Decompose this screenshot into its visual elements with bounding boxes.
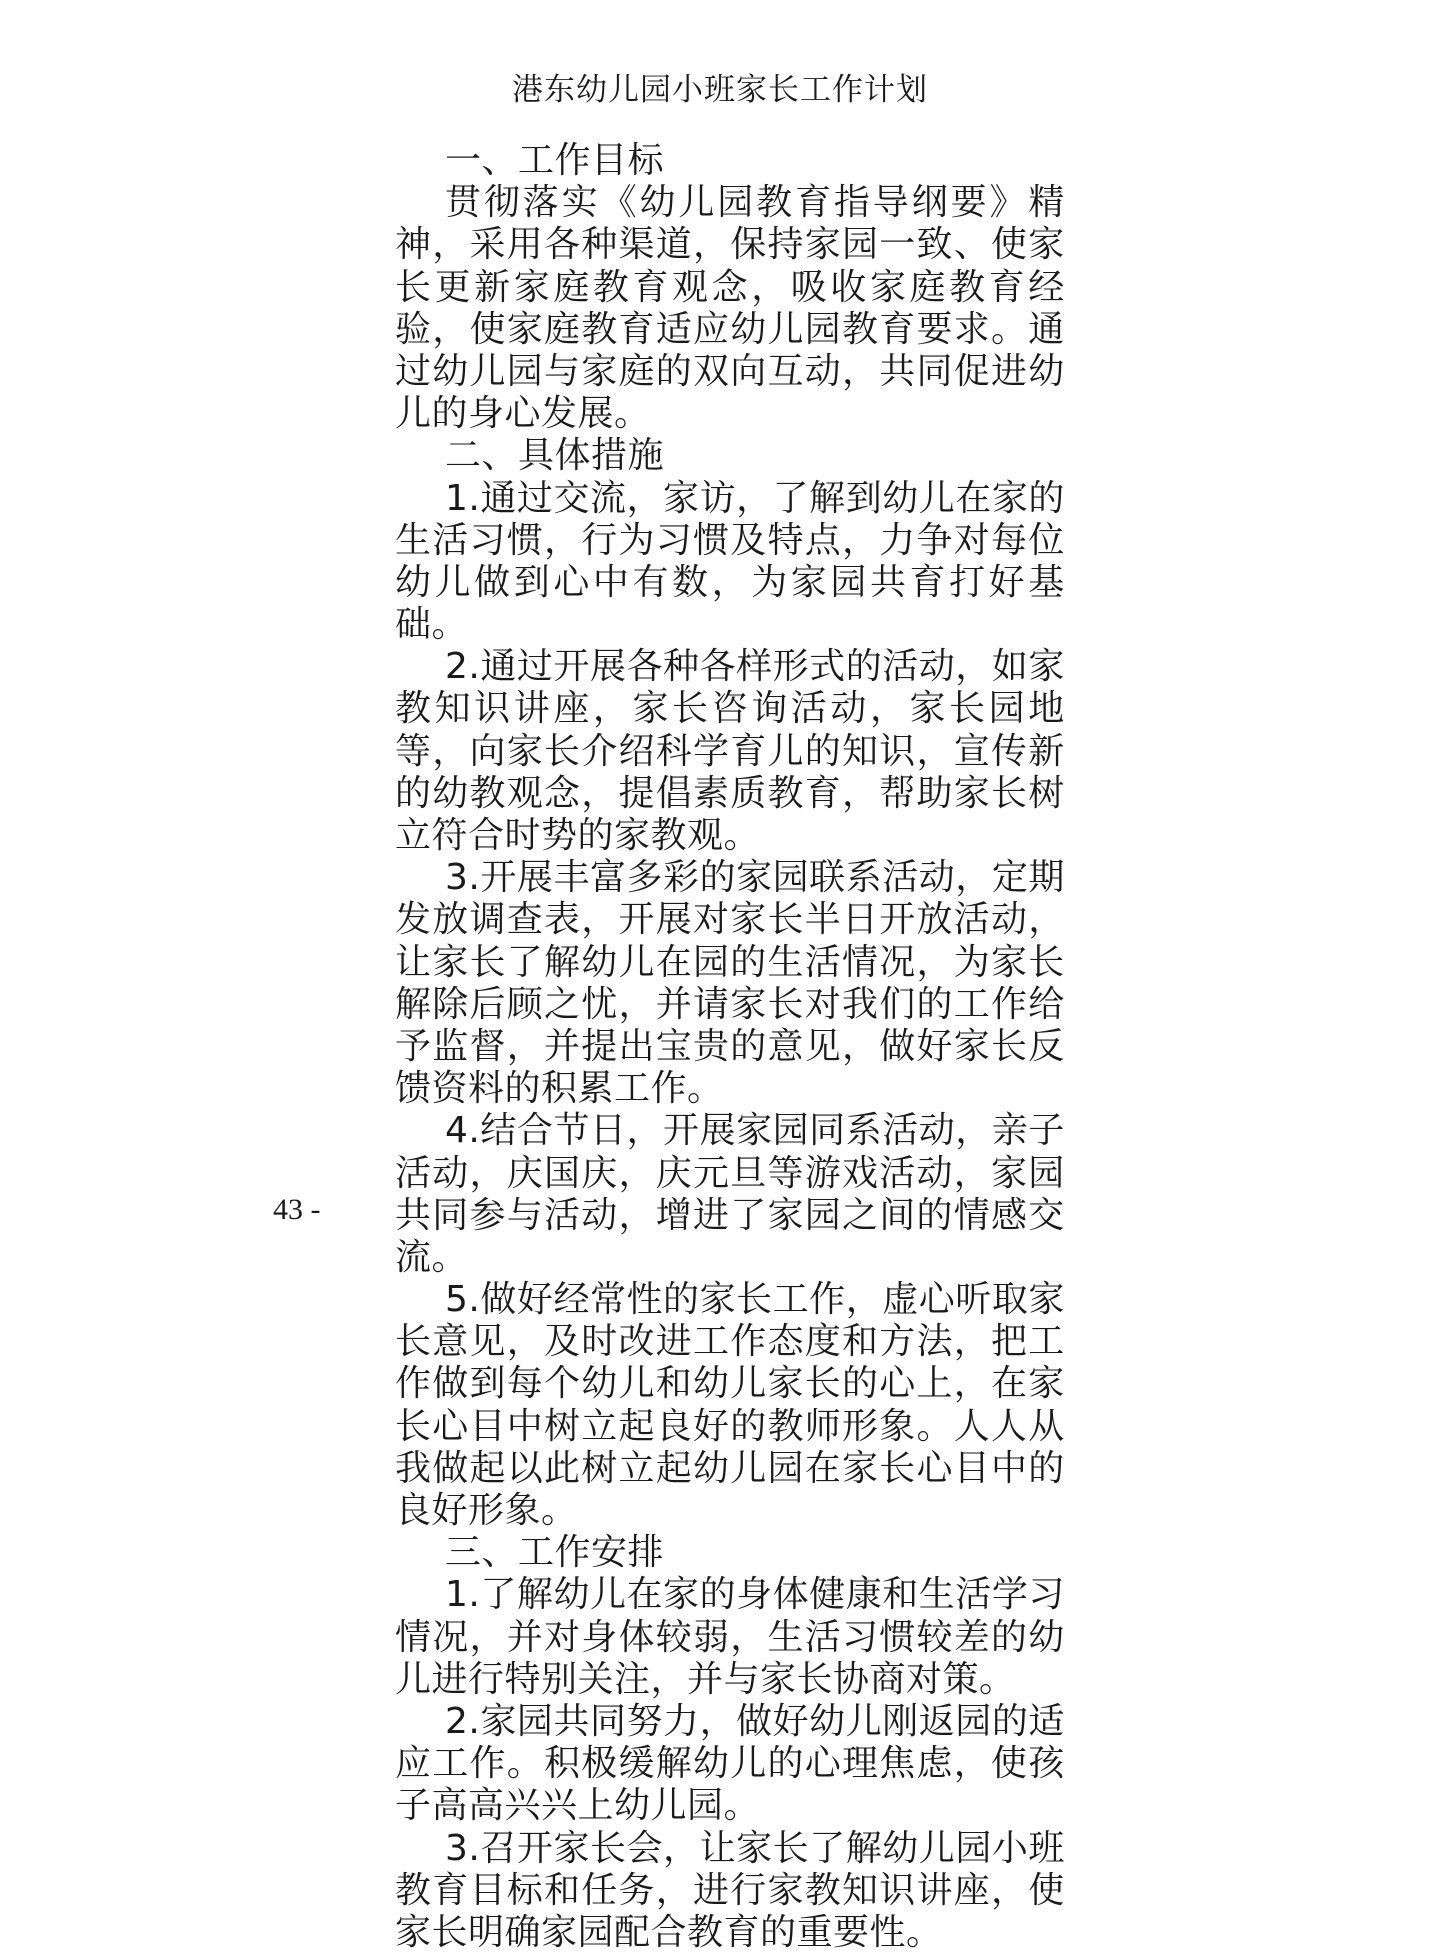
section-heading: 三、工作安排 bbox=[445, 1532, 665, 1574]
list-item-line: 共 同 参 与 活 动 ， 增 进 了 家 园 之 间 的 情 感 交 bbox=[395, 1194, 1065, 1236]
list-item-line: 础。 bbox=[395, 604, 469, 646]
paragraph-line: 过 幼 儿 园 与 家 庭 的 双 向 互 动 ， 共 同 促 进 幼 bbox=[395, 350, 1065, 392]
section-heading: 二、具体措施 bbox=[445, 435, 665, 477]
list-item-line: 5 . 做 好 经 常 性 的 家 长 工 作 ， 虚 心 听 取 家 bbox=[445, 1279, 1065, 1321]
list-item-line: 1 . 了 解 幼 儿 在 家 的 身 体 健 康 和 生 活 学 习 bbox=[445, 1574, 1065, 1616]
list-item-line: 幼 儿 做 到 心 中 有 数 ， 为 家 园 共 育 打 好 基 bbox=[395, 561, 1065, 603]
list-item-line: 儿进行特别关注，并与家长协商对策。 bbox=[395, 1658, 1016, 1700]
list-item-line: 活 动 ， 庆 国 庆 ， 庆 元 旦 等 游 戏 活 动 ， 家 园 bbox=[395, 1152, 1065, 1194]
list-item-line: 等 ， 向 家 长 介 绍 科 学 育 儿 的 知 识 ， 宣 传 新 bbox=[395, 730, 1065, 772]
list-item-line: 解 除 后 顾 之 忧 ， 并 请 家 长 对 我 们 的 工 作 给 bbox=[395, 983, 1065, 1025]
list-item-line: 馈资料的积累工作。 bbox=[395, 1068, 724, 1110]
list-item-line: 立符合时势的家教观。 bbox=[395, 815, 761, 856]
list-item-line: 2 . 家 园 共 同 努 力 ， 做 好 幼 儿 刚 返 园 的 适 bbox=[445, 1700, 1065, 1742]
list-item-line: 4 . 结 合 节 日 ， 开 展 家 园 同 系 活 动 ， 亲 子 bbox=[445, 1110, 1065, 1152]
document-body bbox=[395, 140, 1065, 1954]
list-item-line: 长 心 目 中 树 立 起 良 好 的 教 师 形 象 。 人 人 从 bbox=[395, 1405, 1065, 1447]
page-number: 43 - bbox=[273, 1193, 321, 1226]
list-item-line: 情 况 ， 并 对 身 体 较 弱 ， 生 活 习 惯 较 差 的 幼 bbox=[395, 1616, 1065, 1658]
list-item-line: 3 . 开 展 丰 富 多 彩 的 家 园 联 系 活 动 ， 定 期 bbox=[445, 857, 1065, 899]
list-item-line: 应 工 作 。 积 极 缓 解 幼 儿 的 心 理 焦 虑 ， 使 孩 bbox=[395, 1743, 1065, 1785]
document-title: 港东幼儿园小班家长工作计划 bbox=[512, 72, 928, 108]
list-item-line: 长 意 见 ， 及 时 改 进 工 作 态 度 和 方 法 ， 把 工 bbox=[395, 1321, 1065, 1363]
list-item-line: 良好形象。 bbox=[395, 1490, 578, 1531]
paragraph-line: 贯 彻 落 实 《 幼 儿 园 教 育 指 导 纲 要 》 精 bbox=[445, 182, 1065, 224]
list-item-line: 让 家 长 了 解 幼 儿 在 园 的 生 活 情 况 ， 为 家 长 bbox=[395, 941, 1065, 983]
paragraph-line: 儿的身心发展。 bbox=[395, 393, 651, 435]
list-item-line: 的 幼 教 观 念 ， 提 倡 素 质 教 育 ， 帮 助 家 长 树 bbox=[395, 772, 1065, 814]
list-item-line: 3 . 召 开 家 长 会 ， 让 家 长 了 解 幼 儿 园 小 班 bbox=[445, 1827, 1065, 1869]
list-item-line: 我 做 起 以 此 树 立 起 幼 儿 园 在 家 长 心 目 中 的 bbox=[395, 1447, 1065, 1489]
list-item-line: 流。 bbox=[395, 1236, 469, 1278]
list-item-line: 发 放 调 查 表 ， 开 展 对 家 长 半 日 开 放 活 动 ， bbox=[395, 899, 1065, 941]
list-item-line: 教 知 识 讲 座 ， 家 长 咨 询 活 动 ， 家 长 园 地 bbox=[395, 688, 1065, 730]
paragraph-line: 长 更 新 家 庭 教 育 观 念 ， 吸 收 家 庭 教 育 经 bbox=[395, 266, 1065, 308]
list-item-line: 教 育 目 标 和 任 务 ， 进 行 家 教 知 识 讲 座 ， 使 bbox=[395, 1869, 1065, 1911]
section-heading: 一、工作目标 bbox=[445, 140, 665, 181]
list-item-line: 1 . 通 过 交 流 ， 家 访 ， 了 解 到 幼 儿 在 家 的 bbox=[445, 477, 1065, 519]
list-item-line: 作 做 到 每 个 幼 儿 和 幼 儿 家 长 的 心 上 ， 在 家 bbox=[395, 1363, 1065, 1405]
list-item-line: 子高高兴兴上幼儿园。 bbox=[395, 1785, 761, 1827]
list-item-line: 生 活 习 惯 ， 行 为 习 惯 及 特 点 ， 力 争 对 每 位 bbox=[395, 519, 1065, 561]
list-item-line: 予 监 督 ， 并 提 出 宝 贵 的 意 见 ， 做 好 家 长 反 bbox=[395, 1025, 1065, 1067]
list-item-line: 2 . 通 过 开 展 各 种 各 样 形 式 的 活 动 ， 如 家 bbox=[445, 646, 1065, 688]
paragraph-line: 神 ， 采 用 各 种 渠 道 ， 保 持 家 园 一 致 、 使 家 bbox=[395, 224, 1065, 266]
list-item-line: 家长明确家园配合教育的重要性。 bbox=[395, 1911, 943, 1953]
paragraph-line: 验 ， 使 家 庭 教 育 适 应 幼 儿 园 教 育 要 求 。 通 bbox=[395, 308, 1065, 350]
